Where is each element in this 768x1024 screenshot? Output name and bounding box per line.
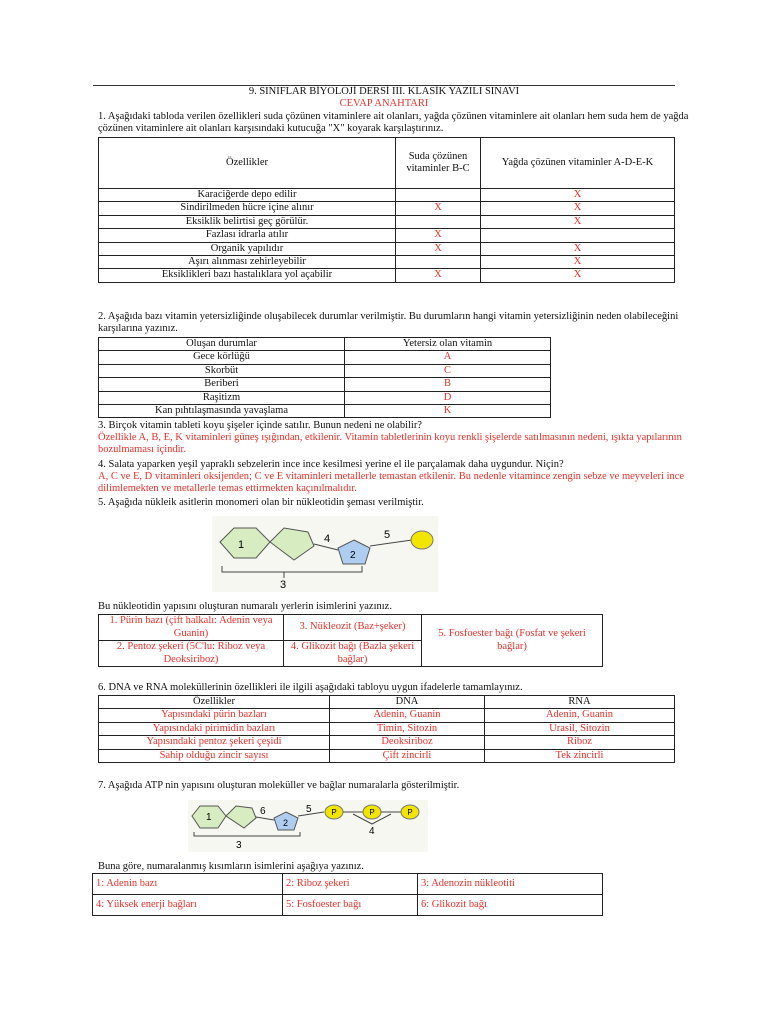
q3-prompt: 3. Birçok vitamin tableti koyu şişeler içinde satılır. Bunun nedeni ne olabilir? bbox=[98, 420, 422, 431]
q4-prompt: 4. Salata yaparken yeşil yapraklı sebzelerin ince ince kesilmesi yerine el ile parçalamak daha uygundur. Niçin? bbox=[98, 459, 564, 470]
table-row: Skorbüt C bbox=[99, 364, 551, 377]
label-4: 4 bbox=[324, 533, 331, 545]
q2-header-condition: Oluşan durumlar bbox=[99, 338, 345, 351]
q7-prompt: 7. Aşağıda ATP nin yapısını oluşturan moleküller ve bağlar numaralarla gösterilmiştir. bbox=[98, 780, 460, 791]
table-row: Kan pıhtılaşmasında yavaşlama K bbox=[99, 404, 551, 417]
table-row: 1: Adenin bazı 2: Riboz şekeri 3: Adenozin nükleotiti bbox=[93, 874, 603, 895]
label-6: 6 bbox=[260, 806, 266, 817]
exam-title: 9. SINIFLAR BİYOLOJİ DERSİ III. KLASİK YAZILI SINAVI bbox=[248, 86, 520, 97]
q6-prompt: 6. DNA ve RNA moleküllerinin özellikleri ile ilgili aşağıdaki tabloyu uygun ifadelerle tamamlayınız. bbox=[98, 682, 523, 693]
q1-table bbox=[98, 137, 675, 283]
q5-instruction: Bu nükleotidin yapısını oluşturan numaralı yerlerin isimlerini yazınız. bbox=[98, 601, 392, 612]
label-3: 3 bbox=[280, 579, 287, 591]
q2-header-vitamin: Yetersiz olan vitamin bbox=[345, 338, 551, 351]
q5-answer-4: 4. Glikozit bağı (Bazla şekeri bağlar) bbox=[284, 641, 422, 667]
table-row: Sahip olduğu zincir sayısı Çift zincirli Tek zincirli bbox=[99, 749, 675, 762]
q2-table bbox=[98, 337, 551, 418]
q5-prompt: 5. Aşağıda nükleik asitlerin monomeri olan bir nükleotidin şeması verilmiştir. bbox=[98, 497, 424, 508]
q6-header-dna: DNA bbox=[330, 696, 485, 709]
table-row: Sindirilmeden hücre içine alınır X X bbox=[99, 202, 675, 215]
q4-answer: A, C ve E, D vitaminleri oksijenden; C ve E vitaminleri metallerle temastan etkilenir. Bu nedenle vitamince zengin sebze ve meyveleri ince dilimlemekten ve metallerle temas ettirmekten kaçınılmalıdır. bbox=[98, 471, 685, 495]
label-1: 1 bbox=[206, 812, 212, 823]
p-label-1: P bbox=[331, 808, 337, 817]
table-row: Gece körlüğü A bbox=[99, 351, 551, 364]
table-row: Yapısındaki pürin bazları Adenin, Guanin Adenin, Guanin bbox=[99, 709, 675, 722]
label-2: 2 bbox=[350, 550, 356, 561]
table-row: Beriberi B bbox=[99, 378, 551, 391]
label-1: 1 bbox=[238, 539, 245, 551]
label-3: 3 bbox=[236, 840, 242, 851]
table-row: Yapısındaki pirimidin bazları Timin, Sitozin Urasil, Sitozin bbox=[99, 722, 675, 735]
q6-header-rna: RNA bbox=[485, 696, 675, 709]
atp-diagram bbox=[188, 800, 428, 852]
table-row: 4: Yüksek enerji bağları 5: Fosfoester bağı 6: Glikozit bağı bbox=[93, 895, 603, 916]
table-row: Eksiklikleri bazı hastalıklara yol açabilir X X bbox=[99, 269, 675, 282]
q6-table bbox=[98, 695, 675, 763]
q1-header-features: Özellikler bbox=[99, 138, 396, 189]
label-5: 5 bbox=[306, 804, 312, 815]
table-row: Eksiklik belirtisi geç görülür. X bbox=[99, 215, 675, 228]
q7-instruction: Buna göre, numaralanmış kısımların isimlerini aşağıya yazınız. bbox=[98, 861, 364, 872]
label-2: 2 bbox=[283, 818, 289, 828]
q5-answer-2: 2. Pentoz şekeri (5C'lu: Riboz veya Deoksiriboz) bbox=[99, 641, 284, 667]
phosphate-group bbox=[411, 531, 433, 549]
q6-header-feature: Özellikler bbox=[99, 696, 330, 709]
q5-answer-table bbox=[98, 614, 603, 667]
q3-answer: Özellikle A, B, E, K vitaminleri güneş ışığından, etkilenir. Vitamin tabletlerinin koyu renkli şişelerde satılmasının nedeni, ışıkta yapılarının bozulmaması içindir. bbox=[98, 432, 682, 456]
q7-answer-table bbox=[92, 873, 603, 916]
table-row: Raşitizm D bbox=[99, 391, 551, 404]
label-5: 5 bbox=[384, 529, 391, 541]
table-row: Karaciğerde depo edilir X bbox=[99, 189, 675, 202]
table-row: Aşırı alınması zehirleyebilir X bbox=[99, 255, 675, 268]
q1-prompt: 1. Aşağıdaki tabloda verilen özellikleri suda çözünen vitaminlere ait olanları, yağda çözünen vitaminlere ait olanları hem suda hem de yağda çözünen vitaminlere ait olanları karşısındaki kutucuğa "X" koyarak karşılaştırınız. bbox=[98, 111, 689, 135]
q1-header-fat: Yağda çözünen vitaminler A-D-E-K bbox=[481, 138, 675, 189]
q2-prompt: 2. Aşağıda bazı vitamin yetersizliğinde oluşabilecek durumlar verilmiştir. Bu durumların hangi vitamin yetersizliğinin neden olabileceğini karşılarına yazınız. bbox=[98, 311, 679, 335]
q5-answer-5: 5. Fosfoester bağı (Fosfat ve şekeri bağlar) bbox=[422, 615, 603, 667]
q5-answer-1: 1. Pürin bazı (çift halkalı: Adenin veya Guanin) bbox=[99, 615, 284, 641]
label-4: 4 bbox=[369, 826, 375, 837]
table-row: Organik yapılıdır X X bbox=[99, 242, 675, 255]
table-row: Yapısındaki pentoz şekeri çeşidi Deoksiriboz Riboz bbox=[99, 736, 675, 749]
table-row: Fazlası idrarla atılır X bbox=[99, 229, 675, 242]
q5-answer-3: 3. Nükleozit (Baz+şeker) bbox=[284, 615, 422, 641]
q1-header-water: Suda çözünen vitaminler B-C bbox=[396, 138, 481, 189]
p-label-3: P bbox=[407, 808, 413, 817]
nucleotide-diagram bbox=[212, 516, 438, 592]
answer-key-title: CEVAP ANAHTARI bbox=[339, 98, 429, 109]
p-label-2: P bbox=[369, 808, 375, 817]
